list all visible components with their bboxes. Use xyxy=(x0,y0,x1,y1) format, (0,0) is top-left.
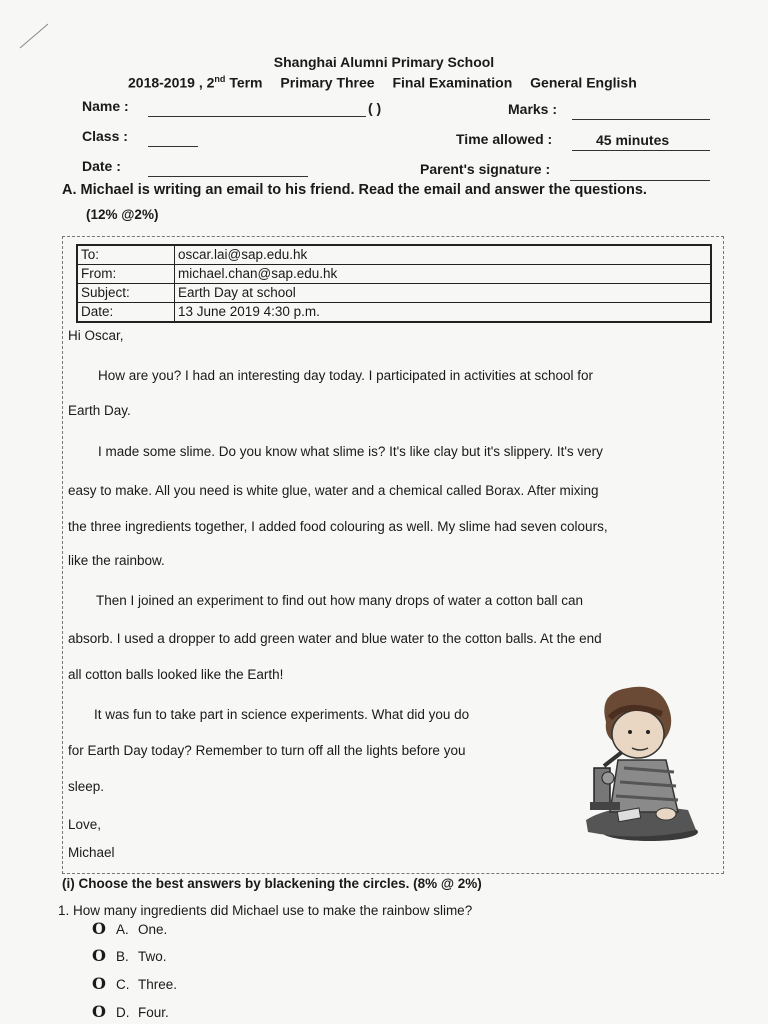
email-line: I made some slime. Do you know what slime is? It's like clay but it's slippery. It's very xyxy=(98,444,603,459)
email-line: for Earth Day today? Remember to turn off all the lights before you xyxy=(68,743,466,758)
class-line[interactable] xyxy=(148,146,198,147)
section-a-instruction: A. Michael is writing an email to his friend. Read the email and answer the questions. xyxy=(62,182,647,198)
school-name: Shanghai Alumni Primary School xyxy=(273,54,495,70)
time-allowed-value: 45 minutes xyxy=(596,132,670,148)
question-1: 1. How many ingredients did Michael use to make the rainbow slime? xyxy=(58,903,473,918)
class-number-bracket: ( ) xyxy=(368,100,382,116)
email-header-table xyxy=(76,244,712,323)
option-b[interactable] xyxy=(92,946,167,965)
exam-name: Final Examination xyxy=(392,74,513,91)
email-header-row xyxy=(77,245,711,265)
option-text: One. xyxy=(138,922,168,937)
email-line: sleep. xyxy=(68,779,105,794)
email-subject-value: Earth Day at school xyxy=(175,284,712,303)
date-line[interactable] xyxy=(148,176,308,177)
answer-circle-icon[interactable]: O xyxy=(92,946,106,965)
exam-subject: General English xyxy=(530,74,637,91)
boy-microscope-illustration xyxy=(578,682,702,842)
exam-title xyxy=(128,74,637,91)
answer-circle-icon[interactable]: O xyxy=(92,1002,106,1021)
option-d[interactable] xyxy=(92,1002,169,1021)
option-c[interactable] xyxy=(92,974,177,993)
email-line: How are you? I had an interesting day today. I participated in activities at school for xyxy=(98,368,594,383)
option-letter: A. xyxy=(116,922,129,937)
marks-line xyxy=(572,119,710,120)
pencil-mark xyxy=(18,20,52,50)
name-label: Name : xyxy=(82,98,129,114)
email-date-value: 13 June 2019 4:30 p.m. xyxy=(175,303,712,323)
term-suffix: nd xyxy=(214,74,226,84)
section-a-marks: (12% @2%) xyxy=(86,207,159,222)
option-text: Two. xyxy=(138,949,167,964)
time-line xyxy=(572,150,710,151)
time-allowed-label: Time allowed : xyxy=(456,131,553,147)
email-line: It was fun to take part in science experiments. What did you do xyxy=(94,707,470,722)
email-date-label: Date: xyxy=(77,303,175,323)
email-to-label: To: xyxy=(77,245,175,265)
option-letter: D. xyxy=(116,1005,130,1020)
answer-circle-icon[interactable]: O xyxy=(92,919,106,938)
email-closing: Love, xyxy=(68,817,102,832)
email-line: easy to make. All you need is white glue, water and a chemical called Borax. After mixing xyxy=(68,483,599,498)
class-label: Class : xyxy=(82,128,128,144)
email-to-value: oscar.lai@sap.edu.hk xyxy=(175,245,712,265)
email-line: like the rainbow. xyxy=(68,553,165,568)
option-a[interactable] xyxy=(92,919,167,938)
email-from-label: From: xyxy=(77,265,175,284)
school-year: 2018-2019 , xyxy=(128,74,203,91)
exam-level: Primary Three xyxy=(280,74,375,91)
option-letter: C. xyxy=(116,977,130,992)
name-line[interactable] xyxy=(148,116,366,117)
answer-circle-icon[interactable]: O xyxy=(92,974,106,993)
email-header-row xyxy=(77,303,711,323)
email-line: all cotton balls looked like the Earth! xyxy=(68,667,284,682)
option-letter: B. xyxy=(116,949,129,964)
part-i-instruction: (i) Choose the best answers by blackening the circles. (8% @ 2%) xyxy=(62,876,482,891)
parent-signature-label: Parent's signature : xyxy=(420,161,551,177)
email-header-row xyxy=(77,284,711,303)
term-word: Term xyxy=(229,74,263,91)
email-line: Then I joined an experiment to find out how many drops of water a cotton ball can xyxy=(96,593,584,608)
email-greeting: Hi Oscar, xyxy=(68,328,124,343)
email-line: the three ingredients together, I added food colouring as well. My slime had seven colours, xyxy=(68,519,608,534)
email-line: absorb. I used a dropper to add green water and blue water to the cotton balls. At the end xyxy=(68,631,602,646)
term-number: 2 xyxy=(206,74,215,91)
email-signature: Michael xyxy=(68,845,115,860)
date-label: Date : xyxy=(82,158,121,174)
option-text: Three. xyxy=(138,977,178,992)
email-from-value: michael.chan@sap.edu.hk xyxy=(175,265,712,284)
email-header-row xyxy=(77,265,711,284)
marks-label: Marks : xyxy=(508,101,558,117)
option-text: Four. xyxy=(138,1005,169,1020)
email-line: Earth Day. xyxy=(68,403,131,418)
parent-signature-line[interactable] xyxy=(570,180,710,181)
email-subject-label: Subject: xyxy=(77,284,175,303)
